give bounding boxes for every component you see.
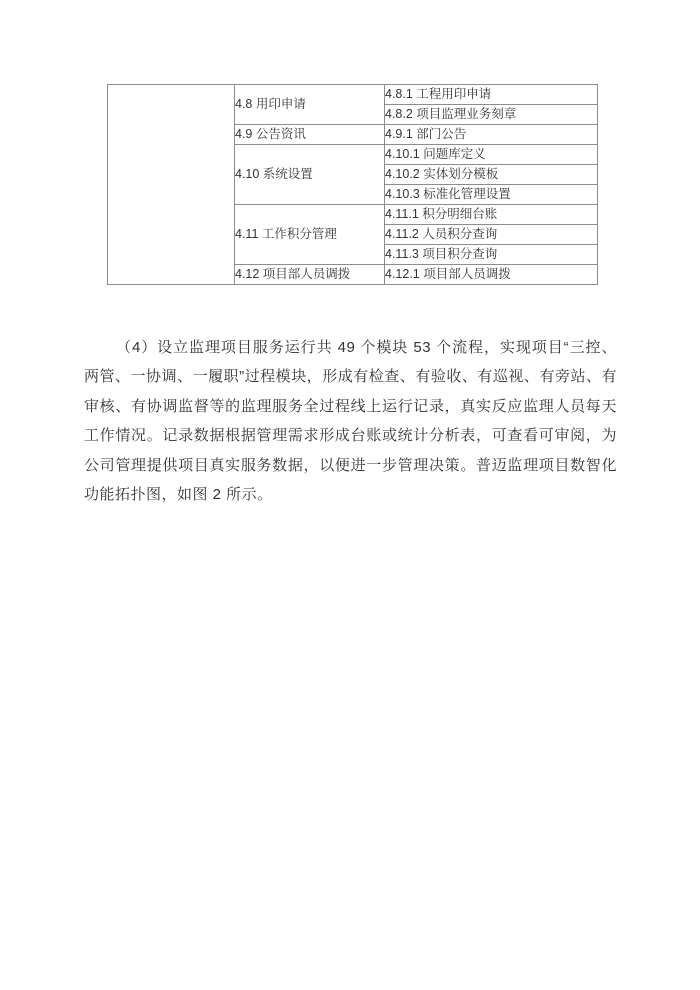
- submodule-cell: 4.11.1 积分明细台账: [385, 205, 598, 225]
- module-cell: 4.10 系统设置: [235, 145, 385, 205]
- submodule-cell: 4.8.2 项目监理业务刻章: [385, 105, 598, 125]
- module-cell: 4.12 项目部人员调拨: [235, 265, 385, 285]
- table-row: [108, 85, 598, 105]
- submodule-cell: 4.11.3 项目积分查询: [385, 245, 598, 265]
- module-table: [107, 84, 598, 285]
- submodule-cell: 4.12.1 项目部人员调拨: [385, 265, 598, 285]
- submodule-cell: 4.9.1 部门公告: [385, 125, 598, 145]
- submodule-cell: 4.10.1 问题库定义: [385, 145, 598, 165]
- submodule-cell: 4.10.2 实体划分模板: [385, 165, 598, 185]
- body-paragraph: （4）设立监理项目服务运行共 49 个模块 53 个流程，实现项目“三控、两管、一协调、一履职”过程模块，形成有检查、有验收、有巡视、有旁站、有审核、有协调监督等的监理服务全过程线上运行记录，真实反应监理人员每天工作情况。记录数据根据管理需求形成台账或统计分析表，可查看可审阅，为公司管理提供项目真实服务数据，以便进一步管理决策。普迈监理项目数智化功能拓扑图，如图 2 所示。: [84, 339, 617, 504]
- module-table-container: [107, 84, 598, 285]
- module-cell: 4.8 用印申请: [235, 85, 385, 125]
- submodule-cell: 4.10.3 标准化管理设置: [385, 185, 598, 205]
- table-cell-empty-span: [108, 85, 235, 285]
- module-cell: 4.11 工作积分管理: [235, 205, 385, 265]
- module-cell: 4.9 公告资讯: [235, 125, 385, 145]
- submodule-cell: 4.11.2 人员积分查询: [385, 225, 598, 245]
- submodule-cell: 4.8.1 工程用印申请: [385, 85, 598, 105]
